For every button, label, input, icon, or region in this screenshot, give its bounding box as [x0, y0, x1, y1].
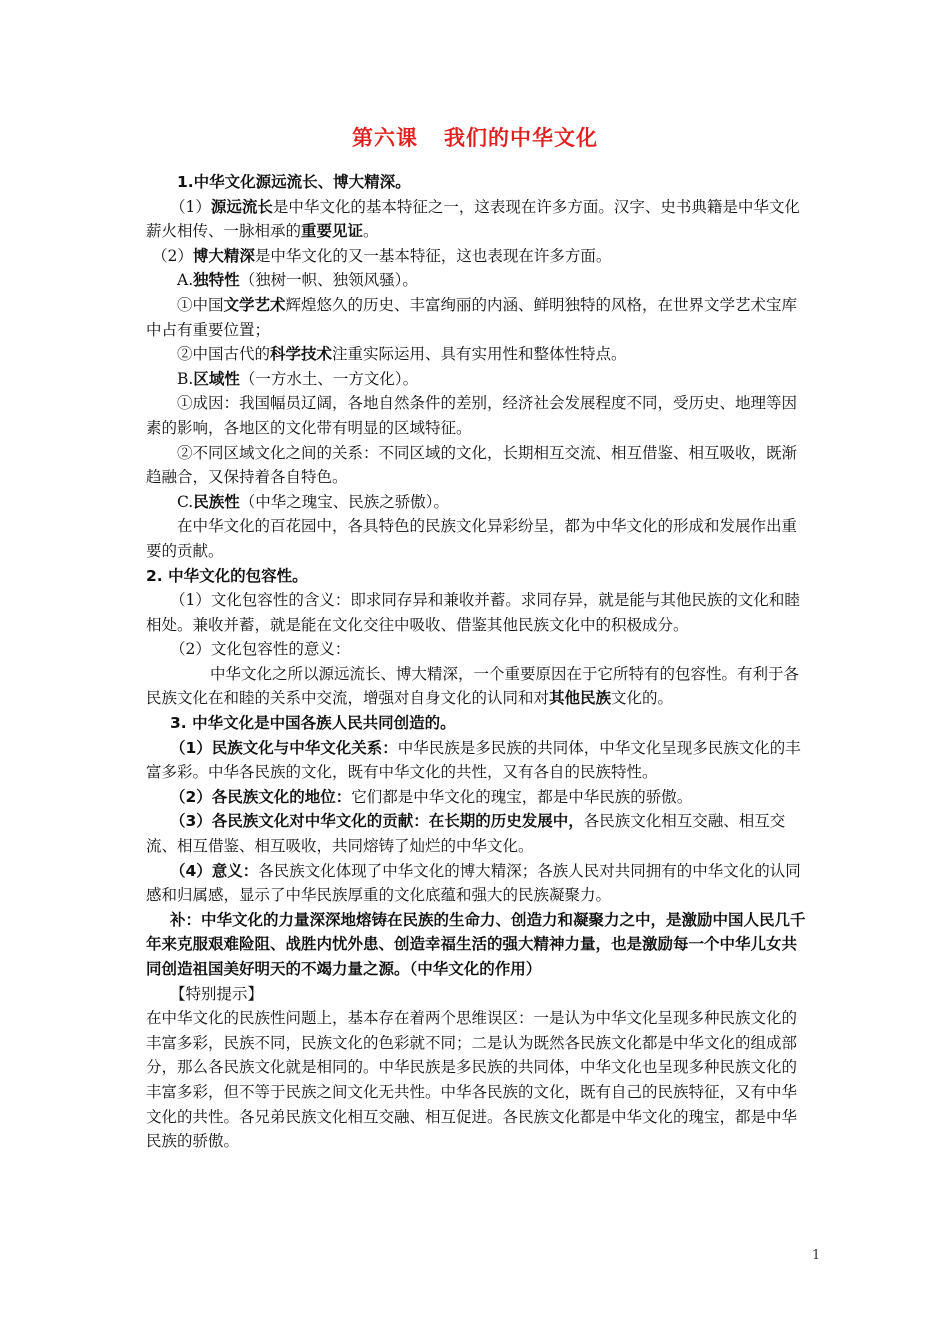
- paragraph: ①中国文学艺术辉煌悠久的历史、丰富绚丽的内涵、鲜明独特的风格，在世界文学艺术宝库中占有重要位置；: [146, 295, 798, 339]
- paragraph: （1）文化包容性的含义：即求同存异和兼收并蓄。求同存异，就是能与其他民族的文化和睦相处。兼收并蓄，就是能在文化交往中吸收、借鉴其他民族文化中的积极成分。: [146, 591, 800, 634]
- paragraph: ②不同区域文化之间的关系：不同区域的文化，长期相互交流、相互借鉴、相互吸收，既渐趋融合，又保持着各自特色。: [146, 443, 798, 487]
- lesson-name: 我们的中华文化: [444, 126, 598, 150]
- page-number: 1: [812, 1248, 821, 1263]
- paragraph: （1）源远流长是中华文化的基本特征之一，这表现在许多方面。汉字、史书典籍是中华文化薪火相传、一脉相承的重要见证。: [146, 197, 800, 241]
- paragraph: 在中华文化的百花园中，各具特色的民族文化异彩纷呈，都为中华文化的形成和发展作出重要的贡献。: [146, 517, 798, 560]
- page-title: [0, 122, 950, 152]
- paragraph: （4）意义：各民族文化体现了中华文化的博大精深；各族人民对共同拥有的中华文化的认同感和归属感，显示了中华民族厚重的文化底蕴和强大的民族凝聚力。: [146, 861, 801, 905]
- paragraph: B.区域性（一方水土、一方文化）。: [177, 369, 419, 388]
- paragraph: （3）各民族文化对中华文化的贡献：在长期的历史发展中，各民族文化相互交融、相互交流、相互借鉴、相互吸收，共同熔铸了灿烂的中华文化。: [146, 812, 786, 856]
- paragraph: （2）博大精深是中华文化的又一基本特征，这也表现在许多方面。: [152, 246, 612, 265]
- paragraph: （1）民族文化与中华文化关系：中华民族是多民族的共同体，中华文化呈现多民族文化的丰富多彩。中华各民族的文化，既有中华文化的共性，又有各自的民族特性。: [146, 738, 801, 782]
- paragraph: 中华文化之所以源远流长、博大精深，一个重要原因在于它所特有的包容性。有利于各民族文化在和睦的关系中交流，增强对自身文化的认同和对其他民族文化的。: [146, 664, 800, 708]
- paragraph: ②中国古代的科学技术注重实际运用、具有实用性和整体性特点。: [177, 345, 627, 364]
- paragraph: ①成因：我国幅员辽阔，各地自然条件的差别，经济社会发展程度不同，受历史、地理等因素的影响，各地区的文化带有明显的区域特征。: [146, 394, 798, 437]
- paragraph: A.独特性（独树一帜、独领风骚）。: [177, 271, 418, 290]
- document-body: [146, 170, 810, 1154]
- tip-heading: 【特别提示】: [170, 984, 264, 1003]
- section-heading-2: 2. 中华文化的包容性。: [146, 566, 308, 585]
- lesson-number: 第六课: [352, 126, 418, 150]
- supplement-paragraph: 补：中华文化的力量深深地熔铸在民族的生命力、创造力和凝聚力之中，是激励中国人民几千年来克服艰难险阻、战胜内忧外患、创造幸福生活的强大精神力量，也是激励每一个中华儿女共同创造祖国美好明天的不竭力量之源。（中华文化的作用）: [146, 910, 806, 978]
- paragraph: C.民族性（中华之瑰宝、民族之骄傲）。: [177, 492, 450, 511]
- paragraph: （2）各民族文化的地位：它们都是中华文化的瑰宝，都是中华民族的骄傲。: [170, 787, 693, 806]
- paragraph: （2）文化包容性的意义：: [170, 640, 351, 659]
- section-heading-1: 1.中华文化源远流长、博大精深。: [177, 173, 411, 191]
- section-heading-3: 3. 中华文化是中国各族人民共同创造的。: [170, 714, 456, 733]
- tip-paragraph: 在中华文化的民族性问题上，基本存在着两个思维误区：一是认为中华文化呈现多种民族文化的丰富多彩，民族不同，民族文化的色彩就不同；二是认为既然各民族文化都是中华文化的组成部分，那么各民族文化就是相同的。中华民族是多民族的共同体，中华文化也呈现多种民族文化的丰富多彩，但不等于民族之间文化无共性。中华各民族的文化，既有自己的民族特征，又有中华文化的共性。各兄弟民族文化相互交融、相互促进。各民族文化都是中华文化的瑰宝，都是中华民族的骄傲。: [146, 1009, 798, 1151]
